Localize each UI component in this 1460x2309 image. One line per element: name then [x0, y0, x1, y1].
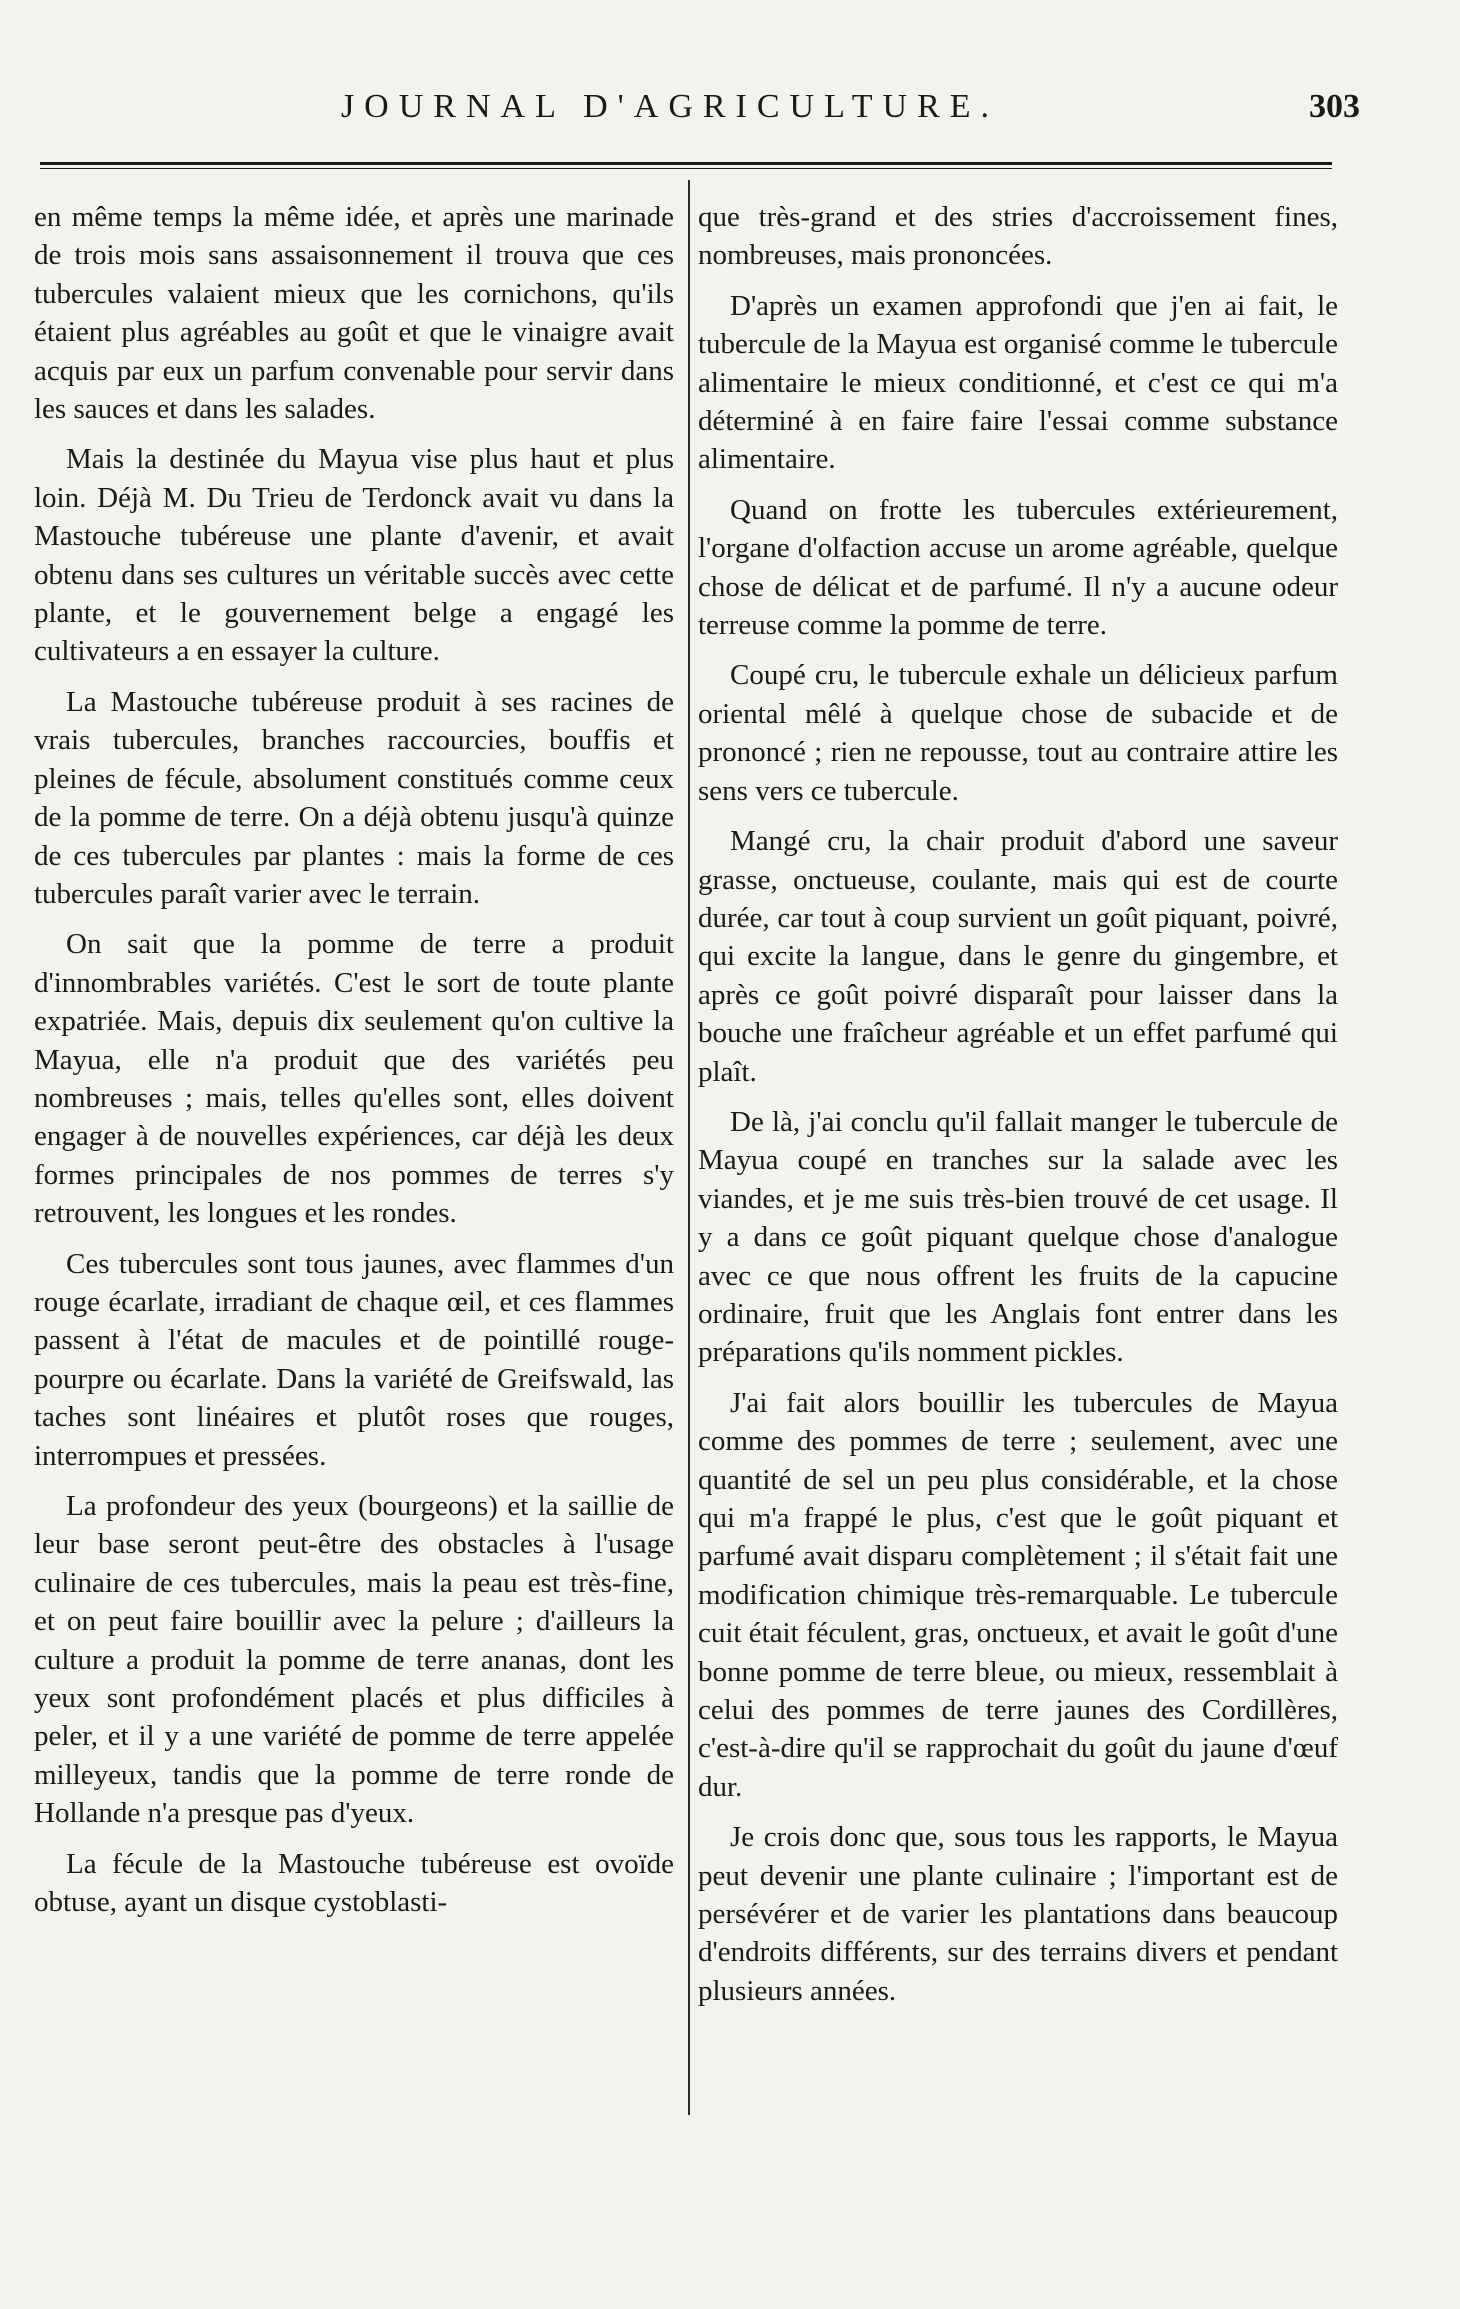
paragraph: Quand on frotte les tubercules extérieurement, l'organe d'olfaction accuse un arome agréable, quelque chose de délicat et de parfumé. Il n'y a aucune odeur terreuse comme la pomme de terre.	[698, 493, 1338, 642]
paragraph: Mangé cru, la chair produit d'abord une saveur grasse, onctueuse, coulante, mais qui est de courte durée, car tout à coup survient un goût piquant, poivré, qui excite la langue, dans le genre du gingembre, et après ce goût poivré disparaît pour laisser dans la bouche une fraîcheur agréable et un effet parfumé qui plaît.	[698, 825, 1338, 1088]
paragraph: La Mastouche tubéreuse produit à ses racines de vrais tubercules, branches raccourcies, bouffis et pleines de fécule, absolument constitués comme ceux de la pomme de terre. On a déjà obtenu jusqu'à quinze de ces tubercules par plantes : mais la forme de ces tubercules paraît varier avec le terrain.	[34, 685, 674, 910]
paragraph: D'après un examen approfondi que j'en ai fait, le tubercule de la Mayua est organisé comme le tubercule alimentaire le mieux conditionné, et c'est ce qui m'a déterminé à en faire faire l'essai comme substance alimentaire.	[698, 289, 1338, 476]
paragraph: J'ai fait alors bouillir les tubercules de Mayua comme des pommes de terre ; seulement, avec une quantité de sel un peu plus considérable, et la chose qui m'a frappé le plus, c'est que le goût piquant et parfumé avait disparu complètement ; il s'était fait une modification chimique très-remarquable. Le tubercule cuit était féculent, gras, onctueux, et avait le goût d'une bonne pomme de terre bleue, ou mieux, ressemblait à celui des pommes de terre jaunes des Cordillères, c'est-à-dire qu'il se rapprochait du goût du jaune d'œuf dur.	[698, 1386, 1338, 1803]
right-column	[698, 198, 1338, 2010]
paragraph: La fécule de la Mastouche tubéreuse est ovoïde obtuse, ayant un disque cystoblasti-	[34, 1847, 674, 1919]
page-number: 303	[1309, 88, 1360, 125]
running-title: JOURNAL D'AGRICULTURE.	[340, 88, 1000, 125]
paragraph: Mais la destinée du Mayua vise plus haut et plus loin. Déjà M. Du Trieu de Terdonck avait vu dans la Mastouche tubéreuse une plante d'avenir, et avait obtenu dans ses cultures un véritable succès avec cette plante, et le gouvernement belge a engagé les cultivateurs a en essayer la culture.	[34, 443, 674, 668]
paragraph: en même temps la même idée, et après une marinade de trois mois sans assaisonnement il trouva que ces tubercules valaient mieux que les cornichons, qu'ils étaient plus agréables au goût et que le vinaigre avait acquis par eux un parfum convenable pour servir dans les sauces et dans les salades.	[34, 201, 674, 426]
paragraph: On sait que la pomme de terre a produit d'innombrables variétés. C'est le sort de toute plante expatriée. Mais, depuis dix seulement qu'on cultive la Mayua, elle n'a produit que des variétés peu nombreuses ; mais, telles qu'elles sont, elles doivent engager à de nouvelles expériences, car déjà les deux formes principales de nos pommes de terres s'y retrouvent, les longues et les rondes.	[34, 928, 674, 1230]
paragraph: La profondeur des yeux (bourgeons) et la saillie de leur base seront peut-être des obstacles à l'usage culinaire de ces tubercules, mais la peau est très-fine, et on peut faire bouillir avec la pelure ; d'ailleurs la culture a produit la pomme de terre ananas, dont les yeux sont profondément placés et plus difficiles à peler, et il y a une variété de pomme de terre appelée milleyeux, tandis que la pomme de terre ronde de Hollande n'a presque pas d'yeux.	[34, 1490, 674, 1830]
paragraph: Je crois donc que, sous tous les rapports, le Mayua peut devenir une plante culinaire ; l'important est de persévérer et de varier les plantations dans beaucoup d'endroits différents, sur des terrains divers et pendant plusieurs années.	[698, 1821, 1338, 2007]
column-divider	[688, 180, 690, 2115]
page-header	[40, 88, 1360, 138]
paragraph: De là, j'ai conclu qu'il fallait manger le tubercule de Mayua coupé en tranches sur la salade avec les viandes, et je me suis très-bien trouvé de cet usage. Il y a dans ce goût piquant quelque chose d'analogue avec ce que nous offrent les fruits de la capucine ordinaire, fruit que les Anglais font entrer dans les préparations qu'ils nomment pickles.	[698, 1105, 1338, 1369]
left-column	[34, 198, 674, 1921]
header-rule	[40, 162, 1332, 169]
paragraph: Coupé cru, le tubercule exhale un délicieux parfum oriental mêlé à quelque chose de subacide et de prononcé ; rien ne repousse, tout au contraire attire les sens vers ce tubercule.	[698, 659, 1338, 807]
paragraph: Ces tubercules sont tous jaunes, avec flammes d'un rouge écarlate, irradiant de chaque œil, et ces flammes passent à l'état de macules et de pointillé rouge-pourpre ou écarlate. Dans la variété de Greifswald, las taches sont linéaires et plutôt roses que rouges, interrompues et pressées.	[34, 1247, 674, 1472]
paragraph: que très-grand et des stries d'accroissement fines, nombreuses, mais prononcées.	[698, 201, 1338, 272]
